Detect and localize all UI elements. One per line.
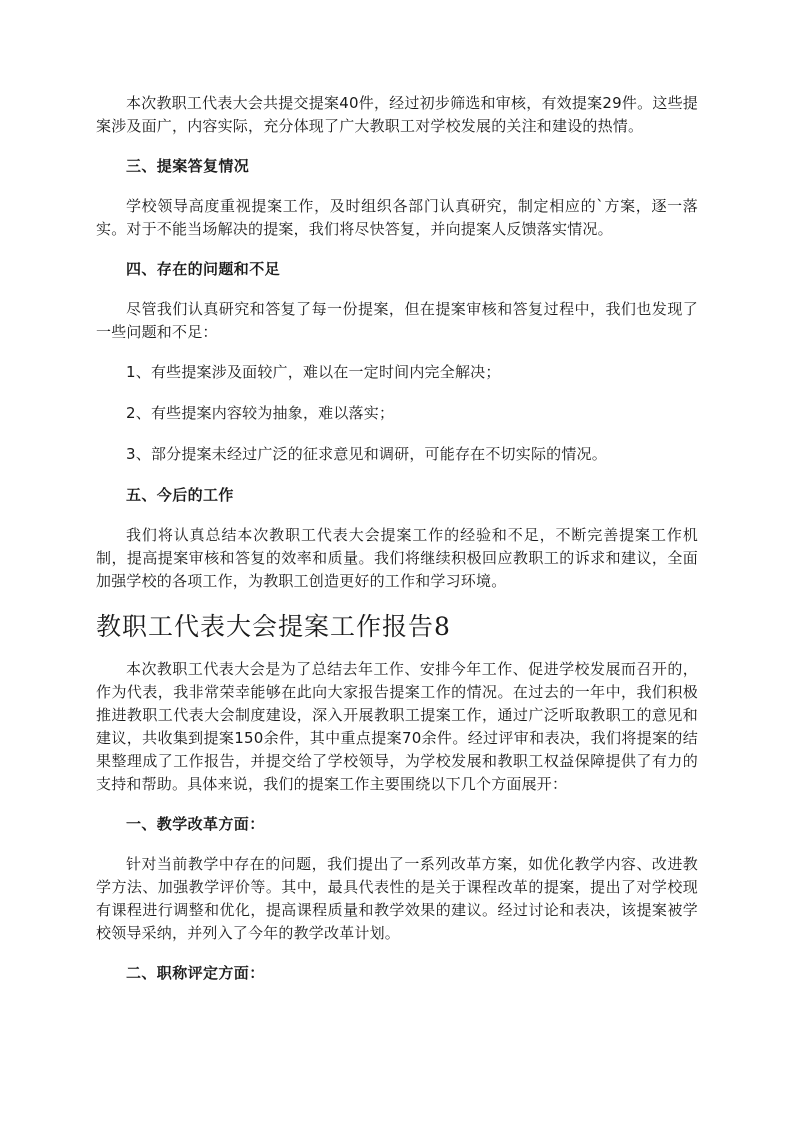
section-5-paragraph: 我们将认真总结本次教职工代表大会提案工作的经验和不足，不断完善提案工作机制，提高提案审核和答复的效率和质量。我们将继续积极回应教职工的诉求和建议，全面加强学校的各项工作，为教职工创造更好的工作和学习环境。 — [96, 526, 698, 590]
report-intro-paragraph: 本次教职工代表大会是为了总结去年工作、安排今年工作、促进学校发展而召开的，作为代表，我非常荣幸能够在此向大家报告提案工作的情况。在过去的一年中，我们积极推进教职工代表大会制度建设，深入开展教职工提案工作，通过广泛听取教职工的意见和建议，共收集到提案150余件，其中重点提案70余件。经过评审和表决，我们将提案的结果整理成了工作报告，并提交给了学校领导，为学校发展和教职工权益保障提供了有力的支持和帮助。具体来说，我们的提案工作主要围绕以下几个方面展开： — [96, 660, 698, 793]
intro-paragraph: 本次教职工代表大会共提交提案40件，经过初步筛选和审核，有效提案29件。这些提案涉及面广，内容实际，充分体现了广大教职工对学校发展的关注和建设的热情。 — [96, 94, 698, 135]
subsection-heading-2: 二、职称评定方面： — [126, 964, 265, 982]
list-item: 2、有些提案内容较为抽象，难以落实； — [126, 404, 395, 422]
subsection-heading-1: 一、教学改革方面： — [126, 815, 265, 833]
section-3-paragraph: 学校领导高度重视提案工作，及时组织各部门认真研究，制定相应的`方案，逐一落实。对于不能当场解决的提案，我们将尽快答复，并向提案人反馈落实情况。 — [96, 197, 698, 238]
section-4-paragraph: 尽管我们认真研究和答复了每一份提案，但在提案审核和答复过程中，我们也发现了一些问题和不足： — [96, 300, 698, 341]
section-heading-5: 五、今后的工作 — [126, 486, 234, 504]
list-item: 1、有些提案涉及面较广，难以在一定时间内完全解决； — [126, 363, 501, 381]
section-heading-4: 四、存在的问题和不足 — [126, 260, 281, 278]
section-heading-3: 三、提案答复情况 — [126, 157, 250, 175]
list-item: 3、部分提案未经过广泛的征求意见和调研，可能存在不切实际的情况。 — [126, 445, 607, 463]
report-title: 教职工代表大会提案工作报告8 — [96, 612, 451, 641]
document-page — [96, 92, 698, 1002]
subsection-1-paragraph: 针对当前教学中存在的问题，我们提出了一系列改革方案，如优化教学内容、改进教学方法、加强教学评价等。其中，最具代表性的是关于课程改革的提案，提出了对学校现有课程进行调整和优化，提高课程质量和教学效果的建议。经过讨论和表决，该提案被学校领导采纳，并列入了今年的教学改革计划。 — [96, 855, 698, 942]
